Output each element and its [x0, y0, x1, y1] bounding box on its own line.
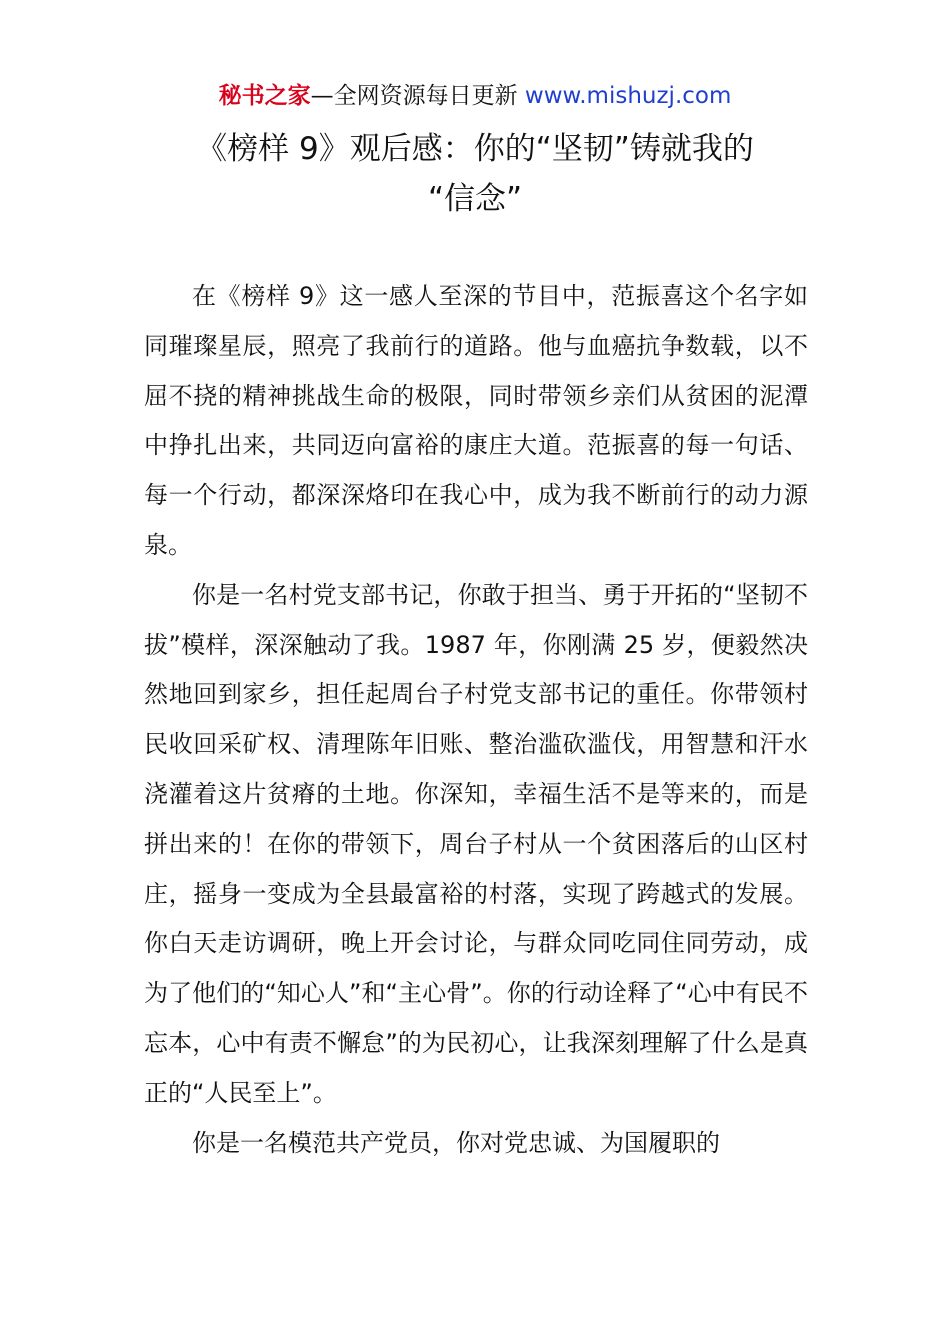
site-brand: 秘书之家 — [218, 83, 311, 109]
paragraph-intro: 在《榜样 9》这一感人至深的节目中，范振喜这个名字如同璀璨星辰，照亮了我前行的道路。他与血癌抗争数载，以不屈不挠的精神挑战生命的极限，同时带领乡亲们从贫困的泥潭中挣扎出来，共同迈向富裕的康庄大道。范振喜的每一句话、每一个行动，都深深烙印在我心中，成为我不断前行的动力源泉。 — [144, 282, 808, 559]
site-tagline: —全网资源每日更新 — [310, 83, 518, 109]
site-url-link[interactable]: www.mishuzj.com — [524, 83, 732, 109]
document-body — [144, 272, 808, 1168]
document-title-line-2: “信念” — [427, 181, 523, 217]
paragraph-model-member: 你是一名模范共产党员，你对党忠诚、为国履职的 — [192, 1128, 720, 1157]
document-title-line-1: 《榜样 9》观后感：你的“坚韧”铸就我的 — [196, 131, 754, 167]
paragraph-party-secretary: 你是一名村党支部书记，你敢于担当、勇于开拓的“坚韧不拔”模样，深深触动了我。1987 年，你刚满 25 岁，便毅然决然地回到家乡，担任起周台子村党支部书记的重任。你带领村民收回采矿权、清理陈年旧账、整治滥砍滥伐，用智慧和汗水浇灌着这片贫瘠的土地。你深知，幸福生活不是等来的，而是拼出来的！在你的带领下，周台子村从一个贫困落后的山区村庄，摇身一变成为全县最富裕的村落，实现了跨越式的发展。你白天走访调研，晚上开会讨论，与群众同吃同住同劳动，成为了他们的“知心人”和“主心骨”。你的行动诠释了“心中有民不忘本，心中有责不懈怠”的为民初心，让我深刻理解了什么是真正的“人民至上”。 — [144, 580, 808, 1107]
document-title — [0, 124, 950, 224]
site-header — [0, 80, 950, 112]
